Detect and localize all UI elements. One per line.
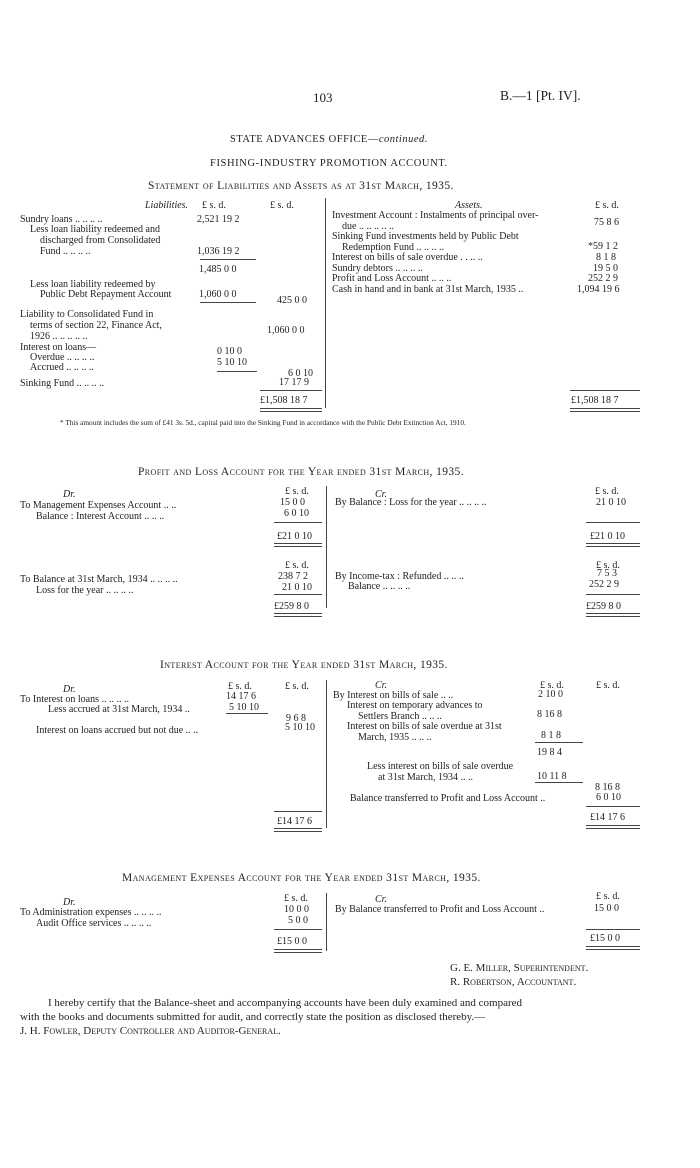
line-label: Audit Office services .. .. .. .. bbox=[36, 918, 152, 929]
line-amount: *59 1 2 bbox=[588, 241, 618, 252]
dr-label: Dr. bbox=[63, 684, 76, 695]
line-amount: 425 0 0 bbox=[277, 295, 307, 306]
line-amount: 252 2 9 bbox=[589, 579, 619, 590]
line-label: Less interest on bills of sale overdue bbox=[367, 761, 514, 772]
currency-header: £ s. d. bbox=[595, 486, 619, 497]
statement-title: Statement of Liabilities and Assets as at 31st March, 1935. bbox=[148, 180, 454, 192]
currency-header: £ s. d. bbox=[270, 200, 294, 211]
line-label: at 31st March, 1934 .. .. bbox=[378, 772, 473, 783]
column-divider bbox=[326, 680, 327, 828]
line-label: To Interest on loans .. .. .. .. bbox=[20, 694, 130, 705]
double-rule bbox=[586, 543, 640, 547]
mgmt-total: £15 0 0 bbox=[590, 933, 620, 944]
certificate-line: I hereby certify that the Balance-sheet and accompanying accounts have been duly examined and compared bbox=[48, 997, 523, 1009]
cr-label: Cr. bbox=[375, 894, 387, 905]
line-label: Balance : Interest Account .. .. .. bbox=[36, 511, 165, 522]
line-label: Interest on bills of sale overdue . . .. .. bbox=[332, 252, 483, 263]
line-amount: 19 5 0 bbox=[593, 263, 618, 274]
rule bbox=[586, 806, 640, 807]
line-label: Sinking Fund investments held by Public Debt bbox=[332, 231, 519, 242]
rule bbox=[200, 259, 256, 260]
line-label: Cash in hand and in bank at 31st March, 1935 .. bbox=[332, 284, 524, 295]
line-label: Sundry loans .. .. .. .. bbox=[20, 214, 103, 225]
rule bbox=[200, 302, 256, 303]
line-label: terms of section 22, Finance Act, bbox=[30, 320, 162, 331]
dr-label: Dr. bbox=[63, 897, 76, 908]
rule bbox=[274, 929, 322, 930]
statement-total: £1,508 18 7 bbox=[571, 395, 619, 406]
interest-total: £14 17 6 bbox=[277, 816, 312, 827]
page-reference: B.—1 [Pt. IV]. bbox=[500, 88, 581, 103]
line-amount: 5 10 10 bbox=[229, 702, 259, 713]
line-amount: 14 17 6 bbox=[226, 691, 256, 702]
line-amount: 1,094 19 6 bbox=[577, 284, 620, 295]
line-amount: 2,521 19 2 bbox=[197, 214, 240, 225]
mgmt-title: Management Expenses Account for the Year ended 31st March, 1935. bbox=[122, 872, 481, 884]
cr-label: Cr. bbox=[375, 489, 387, 500]
line-label: Sundry debtors .. .. .. .. bbox=[332, 263, 423, 274]
line-label: Fund .. .. .. .. bbox=[40, 246, 91, 257]
interest-title: Interest Account for the Year ended 31st March, 1935. bbox=[160, 659, 448, 671]
line-label: Redemption Fund .. .. .. .. bbox=[342, 242, 444, 253]
pl-total: £21 0 10 bbox=[277, 531, 312, 542]
column-divider bbox=[325, 198, 326, 408]
line-label: Balance transferred to Profit and Loss Account .. bbox=[350, 793, 546, 804]
line-amount: 19 8 4 bbox=[537, 747, 562, 758]
line-amount: 1,060 0 0 bbox=[199, 289, 237, 300]
line-label: Accrued .. .. .. .. bbox=[30, 362, 94, 373]
currency-header: £ s. d. bbox=[202, 200, 226, 211]
line-amount: 17 17 9 bbox=[279, 377, 309, 388]
statement-total: £1,508 18 7 bbox=[260, 395, 308, 406]
double-rule bbox=[586, 946, 640, 950]
line-label: Profit and Loss Account .. .. .. bbox=[332, 273, 452, 284]
rule bbox=[535, 782, 583, 783]
line-amount: 5 10 10 bbox=[285, 722, 315, 733]
certificate-line: with the books and documents submitted for audit, and correctly state the position as disclosed thereby.— bbox=[20, 1011, 486, 1023]
double-rule bbox=[274, 828, 322, 832]
line-amount: 2 10 0 bbox=[538, 689, 563, 700]
line-label: Overdue .. .. .. .. bbox=[30, 352, 95, 363]
line-label: Interest on bills of sale overdue at 31st bbox=[347, 721, 502, 732]
rule bbox=[274, 811, 322, 812]
signature-superintendent: G. E. Miller, Superintendent. bbox=[450, 962, 589, 974]
line-amount: 21 0 10 bbox=[596, 497, 626, 508]
line-label: Settlers Branch .. .. .. bbox=[358, 711, 442, 722]
pl-title: Profit and Loss Account for the Year ended 31st March, 1935. bbox=[138, 466, 464, 478]
line-label: Investment Account : Instalments of principal over- bbox=[332, 210, 539, 221]
line-label: To Balance at 31st March, 1934 .. .. .. .. bbox=[20, 574, 178, 585]
account-title: FISHING-INDUSTRY PROMOTION ACCOUNT. bbox=[210, 158, 448, 169]
page-number: 103 bbox=[313, 90, 333, 105]
double-rule bbox=[274, 949, 322, 953]
liabilities-heading: Liabilities. bbox=[145, 200, 189, 211]
rule bbox=[217, 371, 257, 372]
line-amount: 7 5 3 bbox=[597, 568, 617, 579]
line-label: By Interest on bills of sale .. .. bbox=[333, 690, 454, 701]
rule bbox=[226, 713, 268, 714]
rule bbox=[274, 522, 322, 523]
rule bbox=[586, 929, 640, 930]
line-label: Less accrued at 31st March, 1934 .. bbox=[48, 704, 190, 715]
line-amount: 6 0 10 bbox=[284, 508, 309, 519]
rule bbox=[260, 390, 322, 391]
rule bbox=[586, 594, 640, 595]
line-label: Public Debt Repayment Account bbox=[40, 289, 172, 300]
double-rule bbox=[260, 408, 322, 412]
line-amount: 6 0 10 bbox=[596, 792, 621, 803]
line-amount: 8 1 8 bbox=[541, 730, 561, 741]
rule bbox=[586, 522, 640, 523]
signature-accountant: R. Robertson, Accountant. bbox=[450, 976, 577, 988]
line-amount: 10 0 0 bbox=[284, 904, 309, 915]
line-label: Interest on temporary advances to bbox=[347, 700, 483, 711]
line-label: Interest on loans accrued but not due .. .. bbox=[36, 725, 199, 736]
line-amount: 1,036 19 2 bbox=[197, 246, 240, 257]
double-rule bbox=[570, 408, 640, 412]
currency-header: £ s. d. bbox=[540, 680, 564, 691]
currency-header: £ s. d. bbox=[285, 681, 309, 692]
pl-total: £259 8 0 bbox=[586, 601, 621, 612]
line-label: By Income-tax : Refunded .. .. .. bbox=[335, 571, 464, 582]
line-amount: 8 1 8 bbox=[596, 252, 616, 263]
rule bbox=[535, 742, 583, 743]
line-label: To Administration expenses .. .. .. .. bbox=[20, 907, 162, 918]
currency-header: £ s. d. bbox=[596, 680, 620, 691]
line-amount: 15 0 0 bbox=[594, 903, 619, 914]
interest-total: £14 17 6 bbox=[590, 812, 625, 823]
line-amount: 1,060 0 0 bbox=[267, 325, 305, 336]
currency-header: £ s. d. bbox=[596, 891, 620, 902]
line-amount: 8 16 8 bbox=[595, 782, 620, 793]
pl-total: £21 0 10 bbox=[590, 531, 625, 542]
mgmt-total: £15 0 0 bbox=[277, 936, 307, 947]
line-label: Less loan liability redeemed and bbox=[30, 224, 160, 235]
line-amount: 10 11 8 bbox=[537, 771, 567, 782]
line-amount: 6 0 10 bbox=[288, 368, 313, 379]
line-label: By Balance transferred to Profit and Loss Account .. bbox=[335, 904, 545, 915]
office-title: STATE ADVANCES OFFICE—continued. bbox=[230, 134, 428, 145]
rule bbox=[570, 390, 640, 391]
line-label: due .. .. .. .. .. bbox=[342, 221, 394, 232]
certificate-signatory: J. H. Fowler, Deputy Controller and Auditor-General. bbox=[20, 1025, 281, 1037]
rule bbox=[274, 594, 322, 595]
line-amount: 238 7 2 bbox=[278, 571, 308, 582]
double-rule bbox=[586, 613, 640, 617]
line-label: By Balance : Loss for the year .. .. .. .. bbox=[335, 497, 487, 508]
line-label: Less loan liability redeemed by bbox=[30, 279, 156, 290]
cr-label: Cr. bbox=[375, 680, 387, 691]
currency-header: £ s. d. bbox=[285, 560, 309, 571]
line-label: Loss for the year .. .. .. .. bbox=[36, 585, 134, 596]
line-amount: 5 0 0 bbox=[288, 915, 308, 926]
line-label: 1926 .. .. .. .. .. bbox=[30, 331, 88, 342]
line-label: Sinking Fund .. .. .. .. bbox=[20, 378, 105, 389]
line-amount: 8 16 8 bbox=[537, 709, 562, 720]
double-rule bbox=[586, 825, 640, 829]
currency-header: £ s. d. bbox=[228, 681, 252, 692]
line-amount: 9 6 8 bbox=[286, 713, 306, 724]
line-amount: 1,485 0 0 bbox=[199, 264, 237, 275]
line-label: Balance .. .. .. .. bbox=[348, 581, 411, 592]
dr-label: Dr. bbox=[63, 489, 76, 500]
double-rule bbox=[274, 613, 322, 617]
line-amount: 15 0 0 bbox=[280, 497, 305, 508]
pl-total: £259 8 0 bbox=[274, 601, 309, 612]
currency-header: £ s. d. bbox=[596, 560, 620, 571]
assets-heading: Assets. bbox=[455, 200, 483, 211]
line-label: March, 1935 .. .. .. bbox=[358, 732, 432, 743]
column-divider bbox=[326, 893, 327, 951]
line-label: discharged from Consolidated bbox=[40, 235, 161, 246]
line-label: Liability to Consolidated Fund in bbox=[20, 309, 154, 320]
line-amount: 21 0 10 bbox=[282, 582, 312, 593]
line-amount: 252 2 9 bbox=[588, 273, 618, 284]
line-label: To Management Expenses Account .. .. bbox=[20, 500, 177, 511]
currency-header: £ s. d. bbox=[285, 486, 309, 497]
line-amount: 75 8 6 bbox=[594, 217, 619, 228]
footnote: * This amount includes the sum of £41 3s. 5d., capital paid into the Sinking Fund in accordance with the Public Debt Extinction Act, 1910. bbox=[60, 418, 466, 427]
double-rule bbox=[274, 543, 322, 547]
line-label: Interest on loans— bbox=[20, 342, 97, 353]
line-amount: 0 10 0 bbox=[217, 346, 242, 357]
column-divider bbox=[326, 486, 327, 608]
line-amount: 5 10 10 bbox=[217, 357, 247, 368]
currency-header: £ s. d. bbox=[284, 893, 308, 904]
currency-header: £ s. d. bbox=[595, 200, 619, 211]
